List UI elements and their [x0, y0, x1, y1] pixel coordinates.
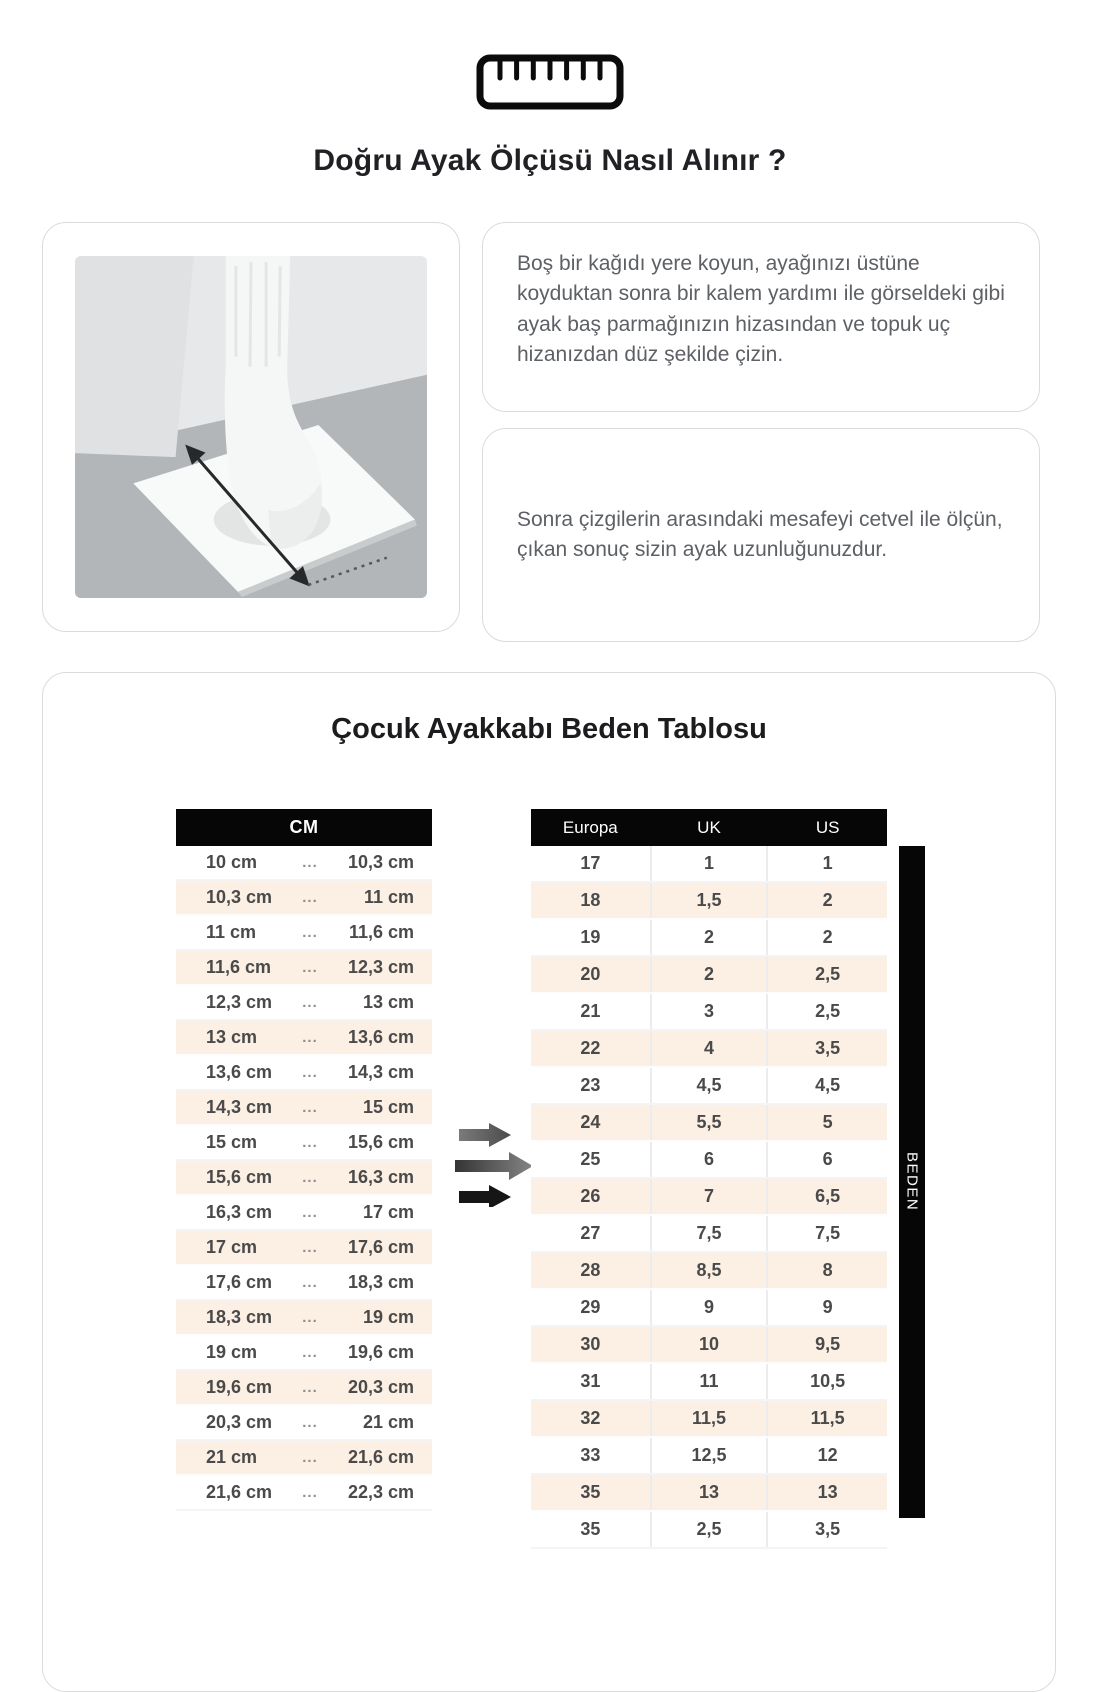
- cm-table: [176, 809, 432, 1511]
- cm-table-row: [176, 1021, 432, 1056]
- cm-table-row: [176, 1196, 432, 1231]
- cm-to-value: 20,3 cm: [347, 1377, 414, 1397]
- uk-value: 5,5: [650, 1105, 769, 1140]
- cm-from-value: 21 cm: [206, 1447, 258, 1467]
- cm-range-separator: ...: [302, 1379, 318, 1396]
- cm-range-separator: ...: [302, 854, 318, 871]
- us-value: 10,5: [810, 1371, 846, 1391]
- uk-value: 3: [650, 994, 769, 1029]
- size-table-section: [42, 672, 1056, 1692]
- us-value: 6,5: [815, 1186, 841, 1206]
- cm-to-value: 14,3 cm: [347, 1062, 414, 1082]
- cm-table-header: CM: [176, 809, 432, 846]
- transfer-arrows-icon: [451, 1119, 535, 1207]
- cm-from-value: 11,6 cm: [206, 957, 272, 977]
- cm-table-row: [176, 916, 432, 951]
- cm-table-row: [176, 1161, 432, 1196]
- size-table-row: [531, 1438, 887, 1475]
- uk-value: 2,5: [650, 1512, 769, 1547]
- europa-value: 30: [580, 1334, 601, 1354]
- us-value: 2,5: [815, 1001, 841, 1021]
- europa-value: 32: [580, 1408, 601, 1428]
- cm-table-row: [176, 1091, 432, 1126]
- cm-table-row: [176, 881, 432, 916]
- cm-table-row: [176, 986, 432, 1021]
- size-table-row: [531, 1327, 887, 1364]
- us-value: 11,5: [810, 1408, 845, 1428]
- cm-from-value: 17 cm: [206, 1237, 258, 1257]
- instruction-card-2: [482, 428, 1040, 642]
- size-table-row: [531, 1401, 887, 1438]
- cm-range-separator: ...: [302, 959, 318, 976]
- europa-value: 26: [580, 1186, 601, 1206]
- cm-range-separator: ...: [302, 1239, 318, 1256]
- cm-range-separator: ...: [302, 1344, 318, 1361]
- cm-from-value: 19 cm: [206, 1342, 258, 1362]
- us-value: 13: [817, 1482, 838, 1502]
- cm-to-value: 13,6 cm: [347, 1027, 414, 1047]
- uk-value: 10: [650, 1327, 769, 1362]
- us-value: 3,5: [815, 1519, 841, 1539]
- size-table-row: [531, 846, 887, 883]
- us-value: 2,5: [815, 964, 841, 984]
- cm-from-value: 15,6 cm: [206, 1167, 273, 1187]
- cm-range-separator: ...: [302, 1169, 318, 1186]
- size-table-row: [531, 1142, 887, 1179]
- cm-table-row: [176, 1441, 432, 1476]
- cm-to-value: 10,3 cm: [347, 852, 414, 872]
- instruction-text-2: Sonra çizgilerin arasındaki mesafeyi cetvel ile ölçün, çıkan sonuç sizin ayak uzunluğunuzdur.: [517, 507, 1003, 561]
- uk-value: 1,5: [650, 883, 769, 918]
- cm-to-value: 15 cm: [362, 1097, 414, 1117]
- cm-from-value: 17,6 cm: [206, 1272, 273, 1292]
- europa-value: 24: [580, 1112, 601, 1132]
- cm-range-separator: ...: [302, 1029, 318, 1046]
- size-table-row: [531, 1216, 887, 1253]
- cm-from-value: 13 cm: [206, 1027, 258, 1047]
- cm-table-row: [176, 1126, 432, 1161]
- how-to-section: [42, 222, 1058, 642]
- europa-value: 28: [580, 1260, 601, 1280]
- cm-range-separator: ...: [302, 1064, 318, 1081]
- cm-to-value: 11 cm: [363, 887, 414, 907]
- page-title: Doğru Ayak Ölçüsü Nasıl Alınır ?: [313, 144, 787, 177]
- cm-to-value: 17 cm: [362, 1202, 414, 1222]
- europa-value: 17: [580, 853, 601, 873]
- us-value: 8: [822, 1260, 833, 1280]
- us-value: 6: [822, 1149, 833, 1169]
- europa-value: 20: [580, 964, 601, 984]
- cm-to-value: 21 cm: [362, 1412, 414, 1432]
- cm-range-separator: ...: [302, 924, 318, 941]
- cm-table-row: [176, 1336, 432, 1371]
- uk-value: 6: [650, 1142, 769, 1177]
- size-table-title: Çocuk Ayakkabı Beden Tablosu: [331, 713, 767, 745]
- arrow-short-top: [459, 1123, 511, 1147]
- cm-range-separator: ...: [302, 1484, 318, 1501]
- cm-range-separator: ...: [302, 1099, 318, 1116]
- size-conversion-table: [531, 809, 887, 1549]
- uk-value: 12,5: [650, 1438, 769, 1473]
- us-value: 7,5: [815, 1223, 841, 1243]
- uk-value: 11,5: [650, 1401, 769, 1436]
- size-table-body: [531, 846, 887, 1549]
- cm-to-value: 16,3 cm: [347, 1167, 414, 1187]
- instruction-card-1: [482, 222, 1040, 412]
- size-table-row: [531, 1031, 887, 1068]
- ruler-icon: [0, 50, 1100, 114]
- cm-range-separator: ...: [302, 994, 318, 1011]
- size-table-row: [531, 920, 887, 957]
- us-value: 9: [822, 1297, 833, 1317]
- uk-value: 9: [650, 1290, 769, 1325]
- europa-value: 23: [580, 1075, 601, 1095]
- cm-to-value: 12,3 cm: [347, 957, 414, 977]
- cm-table-row: [176, 1266, 432, 1301]
- arrow-short-bottom: [459, 1185, 511, 1207]
- cm-from-value: 16,3 cm: [206, 1202, 273, 1222]
- cm-table-row: [176, 1056, 432, 1091]
- uk-value: 2: [650, 957, 769, 992]
- cm-table-row: [176, 1406, 432, 1441]
- cm-to-value: 18,3 cm: [347, 1272, 414, 1292]
- europa-value: 35: [580, 1519, 601, 1539]
- cm-range-separator: ...: [302, 1309, 318, 1326]
- arrow-long-middle: [455, 1152, 533, 1180]
- foot-on-paper-image: [75, 256, 427, 598]
- europa-value: 25: [580, 1149, 601, 1169]
- us-value: 4,5: [815, 1075, 841, 1095]
- cm-from-value: 15 cm: [206, 1132, 258, 1152]
- instruction-text-1: Boş bir kağıdı yere koyun, ayağınızı üstüne koyduktan sonra bir kalem yardımı ile görseldeki gibi ayak baş parmağınızın hizasından ve topuk uç hizanızdan düz şekilde çizin.: [517, 252, 1005, 367]
- uk-value: 4,5: [650, 1068, 769, 1103]
- cm-range-separator: ...: [302, 1134, 318, 1151]
- cm-to-value: 22,3 cm: [347, 1482, 414, 1502]
- cm-to-value: 19,6 cm: [347, 1342, 414, 1362]
- cm-table-row: [176, 1301, 432, 1336]
- europa-value: 19: [580, 927, 601, 947]
- cm-table-row: [176, 951, 432, 986]
- cm-range-separator: ...: [302, 889, 318, 906]
- cm-table-row: [176, 1371, 432, 1406]
- uk-value: 1: [650, 846, 769, 881]
- size-table-row: [531, 883, 887, 920]
- size-table-row: [531, 957, 887, 994]
- cm-to-value: 19 cm: [362, 1307, 414, 1327]
- size-table-header-row: [531, 809, 887, 846]
- size-table-row: [531, 1179, 887, 1216]
- cm-range-separator: ...: [302, 1414, 318, 1431]
- us-value: 2: [822, 927, 833, 947]
- cm-to-value: 17,6 cm: [347, 1237, 414, 1257]
- size-table-row: [531, 1290, 887, 1327]
- us-value: 9,5: [815, 1334, 841, 1354]
- europa-value: 18: [580, 890, 601, 910]
- uk-value: 13: [650, 1475, 769, 1510]
- cm-from-value: 13,6 cm: [206, 1062, 273, 1082]
- size-table-row: [531, 1475, 887, 1512]
- cm-range-separator: ...: [302, 1204, 318, 1221]
- cm-range-separator: ...: [302, 1449, 318, 1466]
- cm-table-body: [176, 846, 432, 1511]
- uk-value: 7: [650, 1179, 769, 1214]
- us-value: 12: [817, 1445, 838, 1465]
- uk-value: 8,5: [650, 1253, 769, 1288]
- cm-table-row: [176, 1231, 432, 1266]
- cm-from-value: 19,6 cm: [206, 1377, 273, 1397]
- us-value: 5: [822, 1112, 833, 1132]
- europa-value: 35: [580, 1482, 601, 1502]
- cm-from-value: 18,3 cm: [206, 1307, 273, 1327]
- uk-value: 11: [650, 1364, 769, 1399]
- uk-value: 2: [650, 920, 769, 955]
- size-table-row: [531, 1512, 887, 1549]
- cm-from-value: 11 cm: [206, 922, 257, 942]
- europa-value: 29: [580, 1297, 601, 1317]
- size-table-row: [531, 1105, 887, 1142]
- cm-from-value: 10,3 cm: [206, 887, 273, 907]
- cm-from-value: 20,3 cm: [206, 1412, 273, 1432]
- cm-from-value: 12,3 cm: [206, 992, 273, 1012]
- size-table-row: [531, 1253, 887, 1290]
- cm-range-separator: ...: [302, 1274, 318, 1291]
- size-table-row: [531, 994, 887, 1031]
- cm-table-row: [176, 1476, 432, 1511]
- header-us: US: [815, 817, 840, 837]
- cm-to-value: 21,6 cm: [347, 1447, 414, 1467]
- beden-side-label: BEDEN: [899, 846, 925, 1518]
- uk-value: 7,5: [650, 1216, 769, 1251]
- europa-value: 21: [580, 1001, 601, 1021]
- cm-to-value: 11,6 cm: [348, 922, 414, 942]
- europa-value: 33: [580, 1445, 601, 1465]
- cm-from-value: 10 cm: [206, 852, 258, 872]
- cm-table-row: [176, 846, 432, 881]
- us-value: 1: [822, 853, 833, 873]
- ruler-icon-graphic: [475, 50, 625, 114]
- cm-from-value: 21,6 cm: [206, 1482, 273, 1502]
- cm-to-value: 15,6 cm: [347, 1132, 414, 1152]
- header-europa: Europa: [562, 817, 618, 837]
- us-value: 2: [822, 890, 833, 910]
- europa-value: 22: [580, 1038, 601, 1058]
- size-table-row: [531, 1068, 887, 1105]
- cm-from-value: 14,3 cm: [206, 1097, 273, 1117]
- foot-measurement-image-card: [42, 222, 460, 632]
- us-value: 3,5: [815, 1038, 841, 1058]
- header-uk: UK: [697, 817, 721, 837]
- size-table-row: [531, 1364, 887, 1401]
- cm-to-value: 13 cm: [362, 992, 414, 1012]
- uk-value: 4: [650, 1031, 769, 1066]
- europa-value: 27: [580, 1223, 601, 1243]
- europa-value: 31: [580, 1371, 601, 1391]
